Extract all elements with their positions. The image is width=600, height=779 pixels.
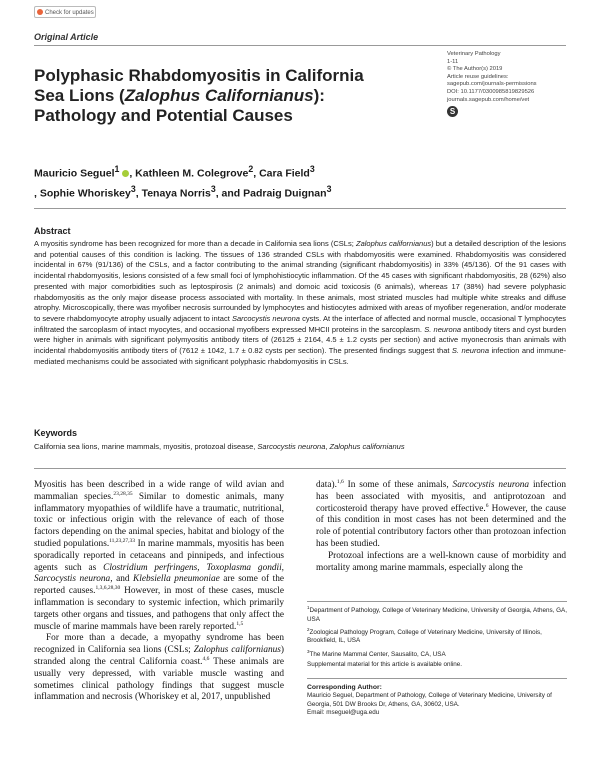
abstract-heading: Abstract [34, 226, 71, 236]
article-type: Original Article [34, 32, 99, 42]
affiliation-1: $^1$Department of Pathology, College of Veterinary Medicine, University of Georgia, Athens, GA, USA [307, 605, 568, 623]
author-list: Mauricio Seguel$^1$ , Kathleen M. Colegrove$^2$, Cara Field$^3$ , Sophie Whoriskey$^3$, Tenaya Norris$^3$, and Padraig Duignan$^3$ [34, 164, 332, 199]
meta-journal: Veterinary Pathology [447, 51, 501, 57]
corresponding-email[interactable]: Email: mseguel@uga.edu [307, 709, 380, 717]
meta-pages: 1-11 [447, 58, 459, 65]
body-column-right [316, 480, 566, 574]
meta-copyright: © The Author(s) 2019 [447, 66, 503, 73]
body-column-left [34, 480, 284, 704]
meta-doi[interactable]: DOI: 10.1177/0300985819829526 [447, 88, 535, 95]
meta-reuse[interactable]: Article reuse guidelines: [447, 73, 509, 80]
paragraph: Protozoal infections are a well-known cause of morbidity and mortality among marine mammals, especially along the [316, 550, 566, 573]
keywords-heading: Keywords [34, 428, 78, 438]
sage-logo-icon: S [447, 106, 458, 117]
paragraph: Myositis has been described in a wide range of wild avian and mammalian species.$^{23,28,35}$ Similar to domestic animals, many inflammatory myopathies of wildlife have a traumatic, nutritional, toxic or infectious origin with the relevance of each of those factors depending on the animal species, habitat and biology of the studied populations.$^{11,23,27,33}$ In marine mammals, myositis has been sporadically reported in cetaceans and pinnipeds, and infectious agents such as Clostridium perfringens, Toxoplasma gondii, Sarcocystis neurona, and Klebsiella pneumoniae are some of the reported causes.$^{1,3,6,28,30}$ However, in most of these cases, muscle inflammation is secondary to systemic infection, which primarily targets other organs and tissues, and pathogens that only affect the muscle of marine mammals have been rarely reported.$^{1,5}$ [34, 480, 285, 632]
journal-meta [447, 51, 572, 118]
affiliation-2: $^2$Zoological Pathology Program, College of Veterinary Medicine, University of Illinois, Brookfield, IL, USA [307, 626, 542, 645]
abstract-text: A myositis syndrome has been recognized for more than a decade in California sea lions (CSLs; Zalophus californianus) but a detailed description of the lesions and potential causes of this condition is lacking. The tissues of 136 stranded CSLs with rhabdomyositis were examined. Rhabdomyositis was considered incidental in 67% (91/136) of the CSLs, and a factor contributing to the animal stranding (significant rhabdomyositis) in 33% (45/136). Of the 91 cases with incidental rhabdomyositis, lesions consisted of a few small foci of lymphohistiocytic inflammation. Of the 45 cases with significant rhabdomyositis, 28 (62%) also presented with major comorbidities such as leptospirosis (2 animals) and domoic acid toxicosis (6 animals), whereas 17 (38%) had severe polyphasic rhabdomyositis as the only major disease process associated with mortality. In these animals, most striated muscles had multiple white streaks and diffuse atrophy. Microscopically, there was myofiber necrosis surrounded by lymphocytes and histiocytes admixed with areas of myofiber regeneration, and/or moderate to severe rhabdomyocyte atrophy usually adjacent to intact Sarcocystis neurona cysts. At the interface of affected and normal muscle, occasional T lymphocytes infiltrated the sarcoplasm of intact myocytes, and occasional myofibers expressed MHCII proteins in the sarcoplasm. S. neurona antibody titers and cyst burden were higher in animals with significant polymyositis antibody titers of (26125 ± 2164, 4.5 ± 1.2 cysts per section) and active myonecrosis than animals with incidental rhabdomyositis antibody titers of (7612 ± 1042, 1.7 ± 0.82 cysts per section). The presented findings suggest that S. neurona infection and immune-mediated mechanisms could be associated with significant polyphasic rhabdomyositis in CSLs. [34, 239, 567, 366]
paragraph: data).$^{1,6}$ In some of these animals, Sarcocystis neurona infection has been associated with myositis, and antiprotozoan and corticosteroid therapy have proved effective.$^6$ However, the cause of this condition in most cases has not been determined and the role of potential contributory factors other than protozoan infection has been studied. [316, 478, 567, 549]
affiliation-3: $^3$The Marine Mammal Center, Sausalito, CA, USA [307, 648, 446, 658]
meta-journal-link[interactable]: journals.sagepub.com/home/vet [447, 96, 530, 103]
keywords-text: California sea lions, marine mammals, myositis, protozoal disease, Sarcocystis neurona, Zalophus californianus [34, 442, 405, 451]
footnote-divider [307, 601, 567, 602]
corresponding-address: Mauricio Seguel, Department of Pathology, College of Veterinary Medicine, University of Georgia, 501 DW Brooks Dr, Athens, GA, 30602, USA. [307, 692, 552, 708]
update-icon [37, 9, 43, 15]
article-title: Polyphasic Rhabdomyositis in California Sea Lions (Zalophus Californianus): Pathology and Potential Causes [34, 66, 364, 125]
keywords-divider [34, 468, 566, 469]
check-for-updates-badge[interactable]: Check for updates [34, 6, 96, 18]
meta-permissions-link[interactable]: sagepub.com/journals-permissions [447, 81, 537, 88]
corresponding-heading: Corresponding Author: [307, 684, 382, 691]
affiliations [307, 604, 567, 672]
header-divider [34, 45, 566, 46]
paragraph: For more than a decade, a myopathy syndrome has been recognized in California sea lions (CSLs; Zalophus californianus) stranded along the central California coast.$^{4,6}$ These animals are usually very depressed, with variable muscle wasting and sometimes clinical pathology findings that suggest muscle inflammation and necrosis (Whoriskey et al, 2017, unpublished [34, 633, 284, 703]
corresponding-author [307, 684, 567, 718]
supplemental-note: Supplemental material for this article is available online. [307, 661, 463, 669]
corresponding-divider [307, 678, 567, 679]
authors-divider [34, 208, 566, 209]
